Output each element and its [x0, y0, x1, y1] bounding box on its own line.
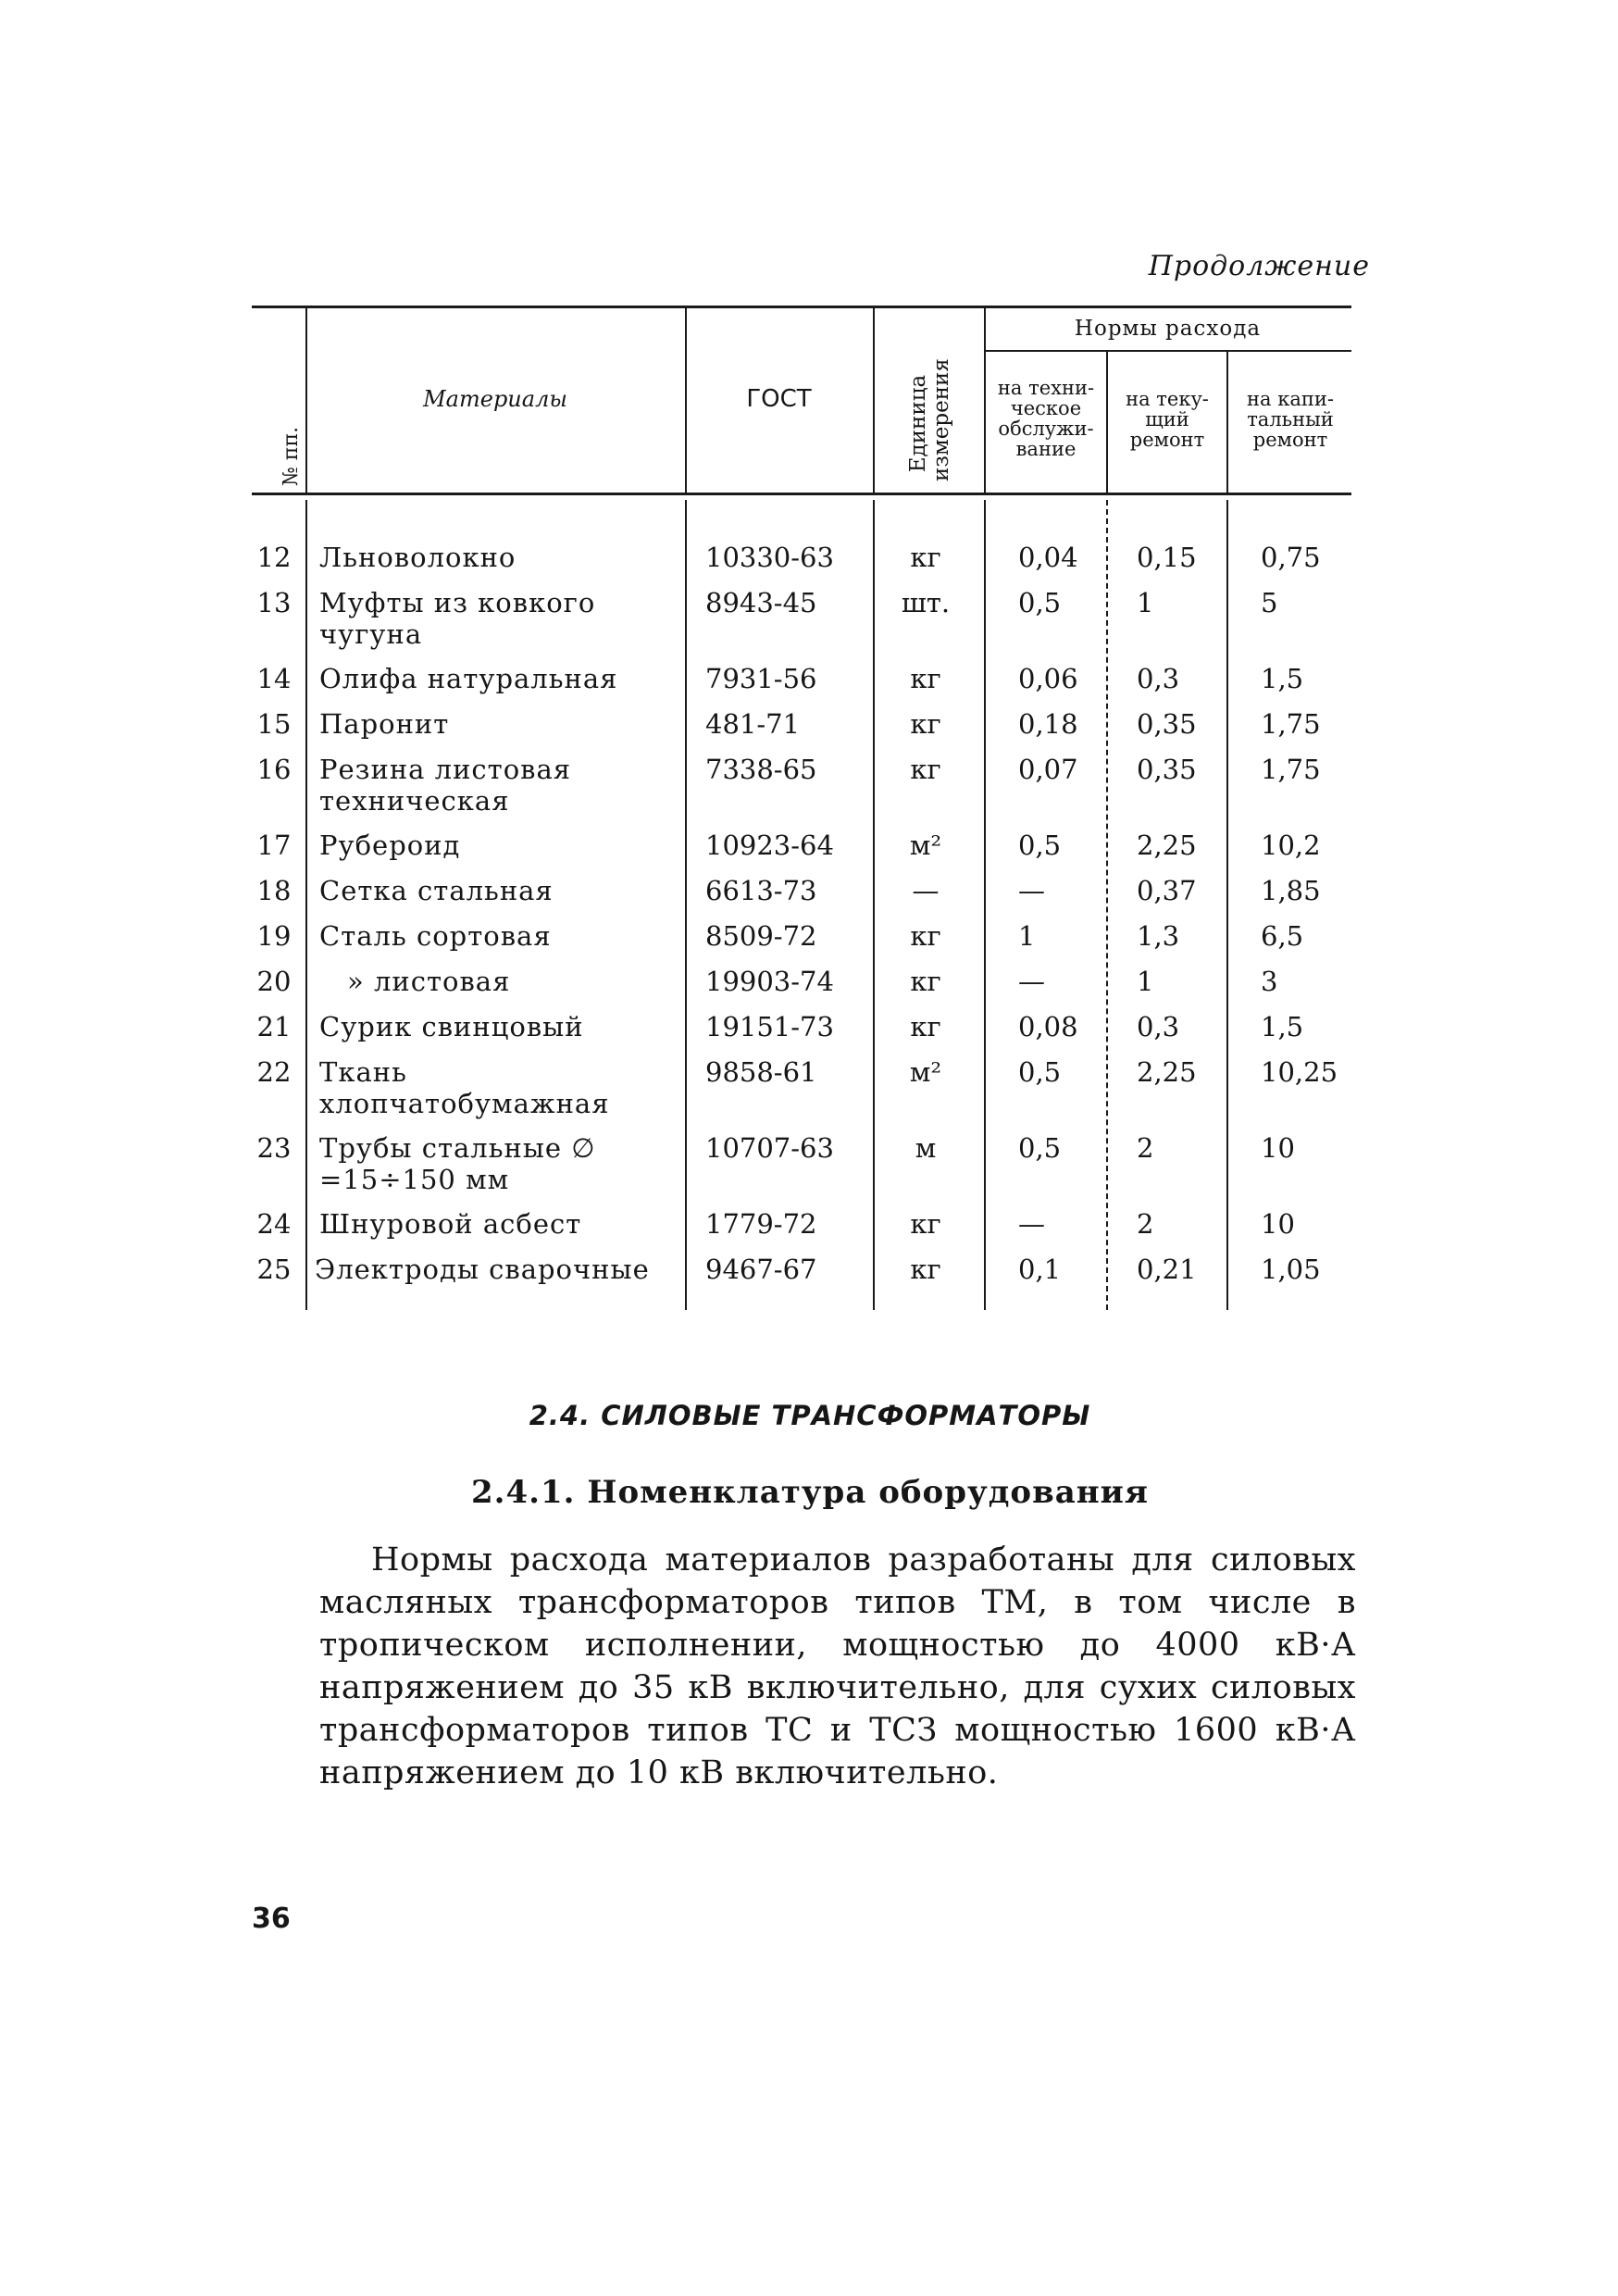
header-divider	[1106, 352, 1108, 493]
row-norm-current: 1	[1137, 587, 1154, 618]
row-material: » листовая	[347, 966, 511, 997]
row-norm-current: 0,35	[1137, 754, 1197, 785]
row-unit: кг	[910, 1208, 941, 1240]
row-num: 24	[256, 1208, 292, 1240]
row-norm-tech: 0,5	[1018, 1056, 1062, 1088]
row-num: 17	[256, 830, 292, 861]
table-top-rule	[252, 306, 1351, 308]
row-norm-current: 0,35	[1137, 708, 1197, 740]
row-num: 13	[256, 587, 292, 618]
norms-group-rule	[984, 350, 1351, 352]
row-num: 16	[256, 754, 292, 785]
row-gost: 8943-45	[705, 587, 817, 618]
row-norm-current: 0,37	[1137, 875, 1197, 906]
body-divider	[685, 500, 687, 1310]
row-unit: кг	[910, 1254, 941, 1285]
body-divider	[873, 500, 875, 1310]
row-gost: 9467-67	[705, 1254, 817, 1285]
row-norm-tech: 0,08	[1018, 1011, 1078, 1042]
row-material: Рубероид	[319, 830, 461, 861]
row-material: Электроды сварочные	[315, 1254, 650, 1285]
header-unit: Единица измерения	[906, 358, 953, 481]
row-material: Паронит	[319, 708, 450, 740]
row-norm-current: 2	[1137, 1208, 1154, 1240]
row-material: Резина листовая техническая	[319, 754, 572, 817]
row-gost: 8509-72	[705, 920, 817, 952]
row-material: Сетка стальная	[319, 875, 554, 906]
row-material: Шнуровой асбест	[319, 1208, 582, 1240]
row-norm-tech: 0,1	[1018, 1254, 1062, 1285]
row-unit: кг	[910, 754, 941, 785]
row-norm-current: 2	[1137, 1132, 1154, 1164]
row-norm-current: 2,25	[1137, 1056, 1197, 1088]
row-norm-current: 1	[1137, 966, 1154, 997]
row-gost: 7338-65	[705, 754, 817, 785]
header-divider	[873, 308, 875, 493]
subsection-title: 2.4.1. Номенклатура оборудования	[471, 1474, 1149, 1511]
row-norm-tech: 1	[1018, 920, 1036, 952]
row-norm-tech: 0,18	[1018, 708, 1078, 740]
row-material: Льноволокно	[319, 542, 517, 573]
row-norm-tech: —	[1018, 966, 1045, 997]
row-material: Сталь сортовая	[319, 920, 552, 952]
row-norm-tech: 0,04	[1018, 542, 1078, 573]
row-unit: кг	[910, 966, 941, 997]
row-num: 12	[256, 542, 292, 573]
row-gost: 481-71	[705, 708, 801, 740]
row-norm-capital: 10,2	[1261, 830, 1321, 861]
row-unit: шт.	[901, 587, 951, 618]
header-norm-tech: на техни-ческое обслужи-вание	[997, 377, 1095, 460]
row-norm-tech: —	[1018, 1208, 1045, 1240]
row-norm-current: 0,3	[1137, 1011, 1180, 1042]
row-unit: м²	[909, 1056, 942, 1088]
row-material: Муфты из ковкого чугуна	[319, 587, 596, 650]
row-norm-tech: 0,5	[1018, 1132, 1062, 1164]
row-gost: 10707-63	[705, 1132, 834, 1164]
row-unit: кг	[910, 920, 941, 952]
row-norm-tech: 0,06	[1018, 663, 1078, 694]
row-norm-current: 2,25	[1137, 830, 1197, 861]
row-material: Трубы стальные ∅ =15÷150 мм	[319, 1132, 596, 1195]
row-num: 22	[256, 1056, 292, 1088]
row-unit: кг	[910, 542, 941, 573]
row-norm-capital: 5	[1261, 587, 1278, 618]
row-gost: 7931-56	[705, 663, 817, 694]
body-divider	[1106, 500, 1108, 1310]
row-num: 18	[256, 875, 292, 906]
table-header-bottom-rule	[252, 493, 1351, 495]
header-norm-capital: на капи-тальный ремонт	[1247, 388, 1334, 451]
row-norm-capital: 1,75	[1261, 708, 1321, 740]
row-norm-tech: —	[1018, 875, 1045, 906]
row-gost: 10330-63	[705, 542, 834, 573]
row-norm-current: 0,15	[1137, 542, 1197, 573]
body-divider	[1226, 500, 1228, 1310]
header-norms-group: Нормы расхода	[1074, 317, 1262, 341]
row-material: Ткань хлопчатобумажная	[319, 1056, 610, 1119]
row-gost: 10923-64	[705, 830, 834, 861]
row-num: 19	[256, 920, 292, 952]
row-material: Сурик свинцовый	[319, 1011, 584, 1042]
page-number: 36	[252, 1903, 291, 1935]
row-gost: 9858-61	[705, 1056, 817, 1088]
row-num: 20	[256, 966, 292, 997]
row-gost: 6613-73	[705, 875, 817, 906]
continuation-label: Продолжение	[1148, 250, 1370, 282]
row-norm-capital: 10,25	[1261, 1056, 1338, 1088]
row-gost: 19903-74	[705, 966, 834, 997]
row-unit: м	[915, 1132, 937, 1164]
header-num: № пп.	[280, 426, 303, 486]
row-norm-capital: 1,85	[1261, 875, 1321, 906]
header-gost: ГОСТ	[746, 385, 812, 413]
row-gost: 1779-72	[705, 1208, 817, 1240]
row-norm-current: 1,3	[1137, 920, 1180, 952]
row-material: Олифа натуральная	[319, 663, 618, 694]
row-norm-capital: 3	[1261, 966, 1278, 997]
row-norm-capital: 6,5	[1261, 920, 1304, 952]
row-unit: —	[912, 875, 940, 906]
row-num: 15	[256, 708, 292, 740]
header-material: Материалы	[423, 386, 567, 412]
row-norm-tech: 0,5	[1018, 587, 1062, 618]
section-title: 2.4. СИЛОВЫЕ ТРАНСФОРМАТОРЫ	[529, 1400, 1091, 1431]
row-norm-capital: 1,5	[1261, 1011, 1304, 1042]
row-norm-capital: 10	[1261, 1208, 1295, 1240]
row-norm-tech: 0,07	[1018, 754, 1078, 785]
header-divider	[1226, 352, 1228, 493]
row-norm-capital: 1,5	[1261, 663, 1304, 694]
body-divider	[305, 500, 307, 1310]
row-unit: кг	[910, 1011, 941, 1042]
row-norm-current: 0,21	[1137, 1254, 1197, 1285]
row-norm-capital: 0,75	[1261, 542, 1321, 573]
row-norm-capital: 10	[1261, 1132, 1295, 1164]
row-gost: 19151-73	[705, 1011, 834, 1042]
row-norm-capital: 1,05	[1261, 1254, 1321, 1285]
row-unit: кг	[910, 663, 941, 694]
header-norm-current: на теку-щий ремонт	[1126, 388, 1209, 451]
row-unit: кг	[910, 708, 941, 740]
row-num: 14	[256, 663, 292, 694]
body-paragraph: Нормы расхода материалов разработаны для силовых масляных трансформаторов типов ТМ, в том числе в тропическом исполнении, мощностью до 4000 кВ·А напряжением до 35 кВ включительно, для сухих силовых трансформаторов типов ТС и ТСЗ мощностью 1600 кВ·А напряжением до 10 кВ включительно.	[319, 1541, 1356, 1791]
row-unit: м²	[909, 830, 942, 861]
body-divider	[984, 500, 986, 1310]
row-num: 25	[256, 1254, 292, 1285]
row-norm-capital: 1,75	[1261, 754, 1321, 785]
row-num: 21	[256, 1011, 292, 1042]
row-num: 23	[256, 1132, 292, 1164]
row-norm-tech: 0,5	[1018, 830, 1062, 861]
row-norm-current: 0,3	[1137, 663, 1180, 694]
